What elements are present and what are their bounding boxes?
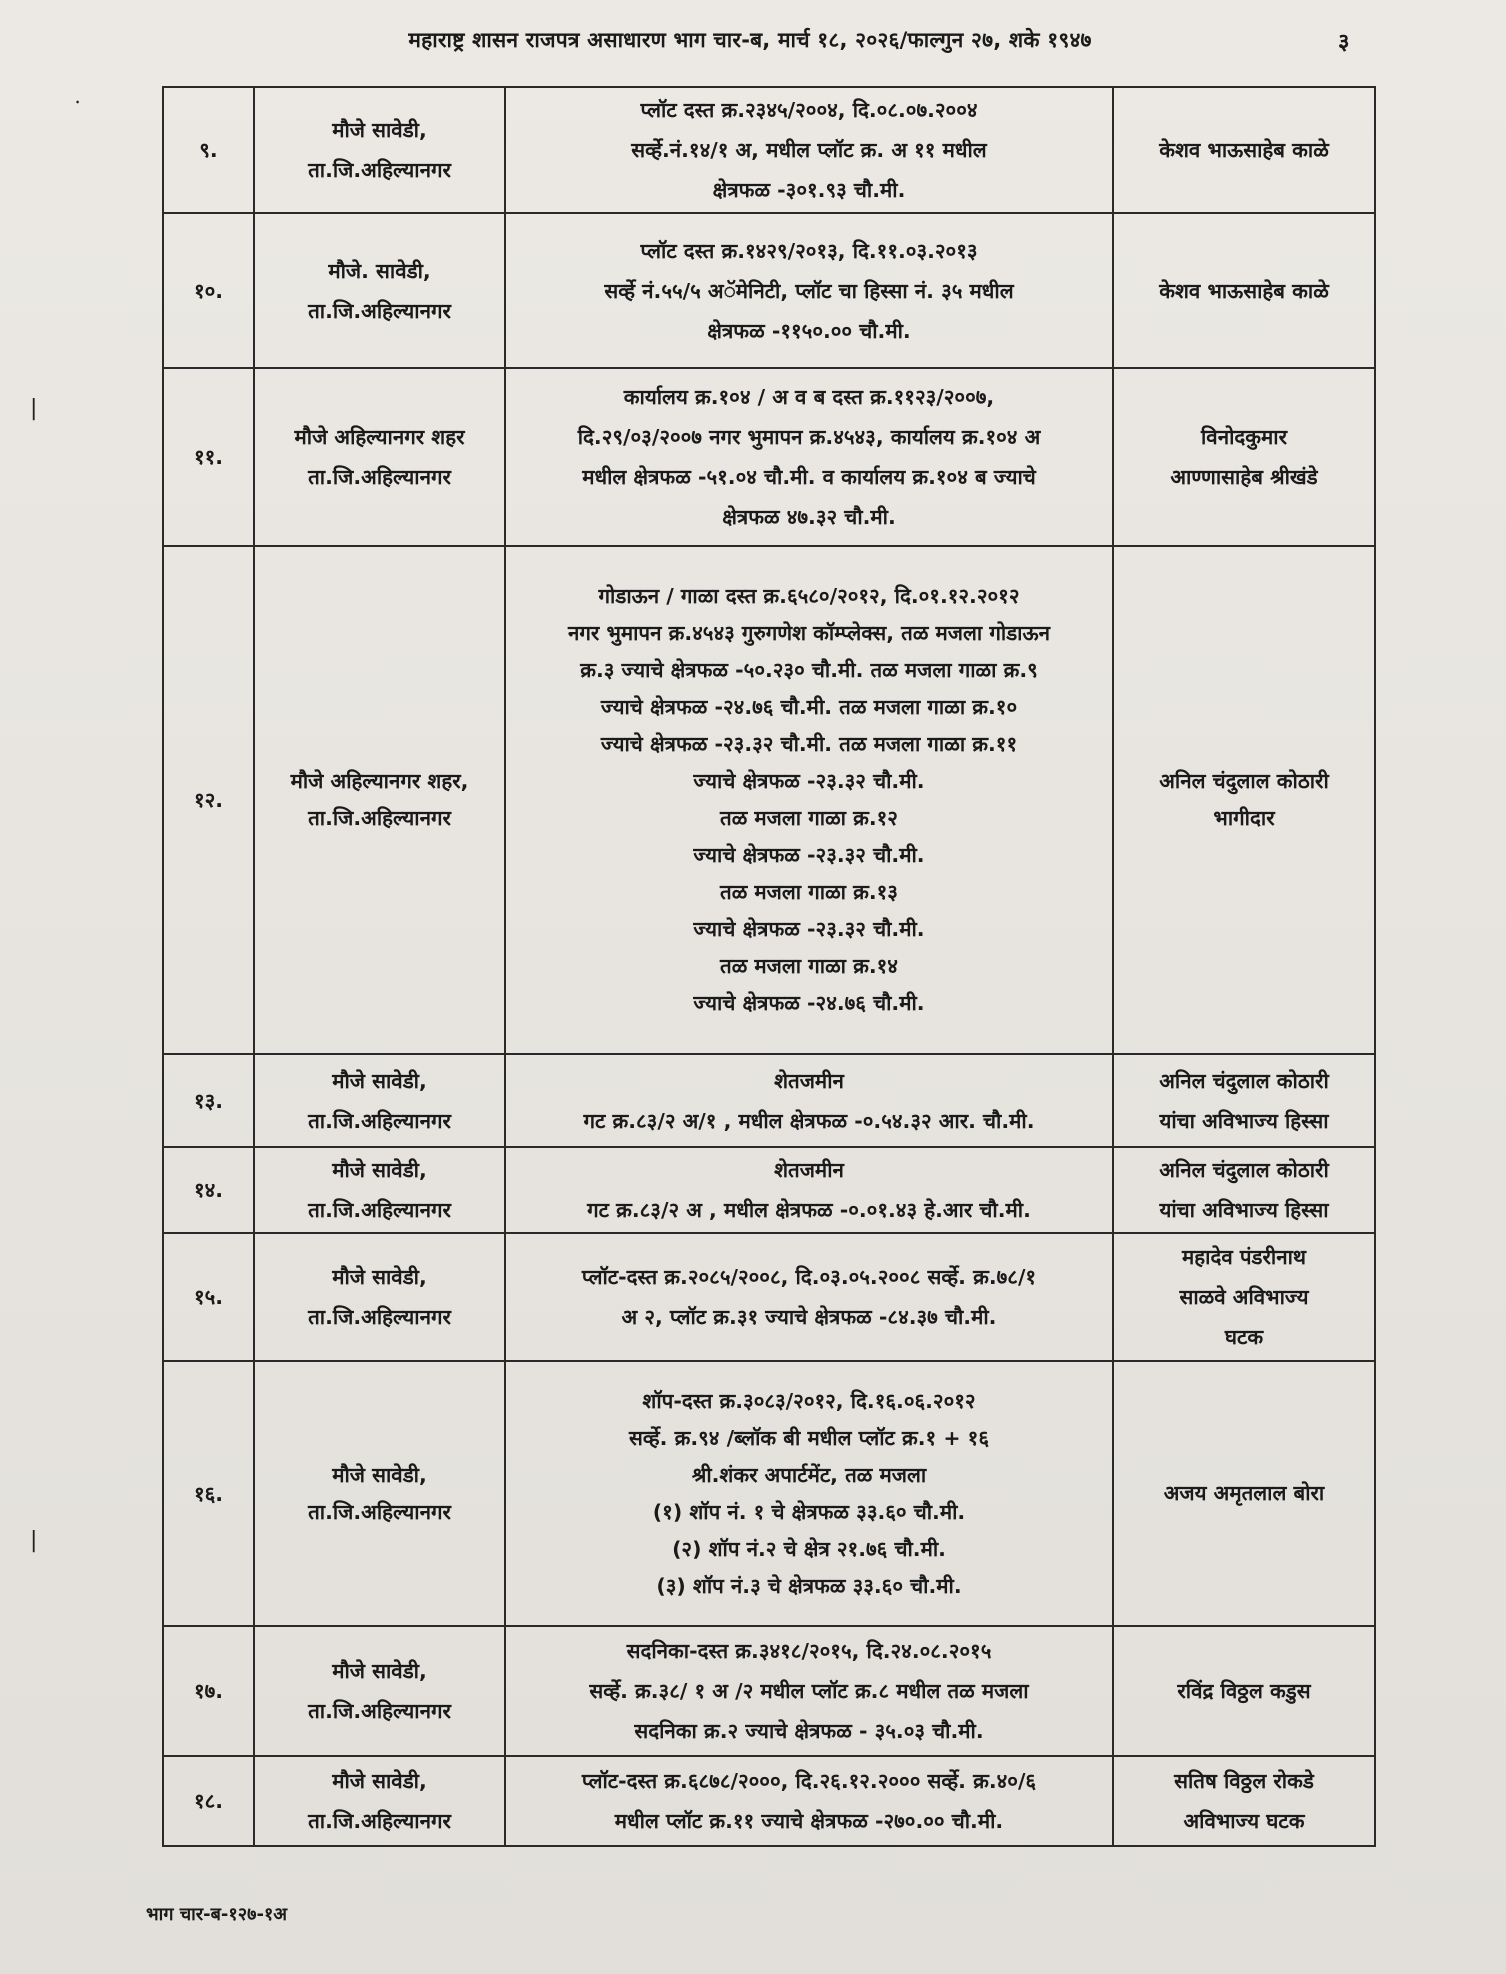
owner-cell xyxy=(1113,1626,1375,1756)
village-cell xyxy=(254,1147,505,1233)
owner-line: रविंद्र विठ्ठल कडुस xyxy=(1177,1679,1311,1703)
village-line: मौजे सावेडी, xyxy=(332,1769,427,1793)
description-line: सर्व्हे. क्र.३८/ १ अ /२ मधील प्लॉट क्र.८ मधील तळ मजला xyxy=(589,1679,1029,1703)
description-line: अ २, प्लॉट क्र.३१ ज्याचे क्षेत्रफळ -८४.३७ चौ.मी. xyxy=(621,1305,997,1329)
owner-cell xyxy=(1113,1361,1375,1626)
owner-cell xyxy=(1113,1147,1375,1233)
description-line: प्लॉट-दस्त क्र.२०८५/२००८, दि.०३.०५.२००८ सर्व्हे. क्र.७८/१ xyxy=(581,1265,1037,1289)
village-line: ता.जि.अहिल्यानगर xyxy=(308,298,451,323)
village-line: ता.जि.अहिल्यानगर xyxy=(308,1198,451,1222)
description-line: (१) शॉप नं. १ चे क्षेत्रफळ ३३.६० चौ.मी. xyxy=(652,1499,966,1524)
description-cell xyxy=(505,368,1113,546)
serial-number: ९. xyxy=(163,87,254,213)
serial-number: १२. xyxy=(163,546,254,1054)
description-line: श्री.शंकर अपार्टमेंट, तळ मजला xyxy=(691,1462,927,1487)
village-line: मौजे सावेडी, xyxy=(332,1265,427,1289)
description-line: क्षेत्रफळ ४७.३२ चौ.मी. xyxy=(722,505,896,529)
serial-number: १५. xyxy=(163,1233,254,1361)
description-cell xyxy=(505,1054,1113,1147)
village-cell xyxy=(254,1233,505,1361)
description-line: मधील क्षेत्रफळ -५१.०४ चौ.मी. व कार्यालय क्र.१०४ ब ज्याचे xyxy=(582,465,1036,489)
serial-number: १७. xyxy=(163,1626,254,1756)
description-line: सर्व्हे. क्र.९४ /ब्लॉक बी मधील प्लॉट क्र.१ + १६ xyxy=(629,1425,989,1450)
village-cell xyxy=(254,213,505,368)
table-row xyxy=(163,368,1375,546)
description-line: नगर भुमापन क्र.४५४३ गुरुगणेश कॉम्प्लेक्स, तळ मजला गोडाऊन xyxy=(568,621,1050,645)
village-cell xyxy=(254,1756,505,1846)
description-line: क्षेत्रफळ -३०१.९३ चौ.मी. xyxy=(712,178,906,202)
description-line: तळ मजला गाळा क्र.१३ xyxy=(720,880,898,904)
village-line: ता.जि.अहिल्यानगर xyxy=(308,1699,451,1723)
owner-line: यांचा अविभाज्य हिस्सा xyxy=(1159,1108,1329,1133)
village-cell xyxy=(254,546,505,1054)
description-line: सर्व्हे.नं.१४/१ अ, मधील प्लॉट क्र. अ ११ मधील xyxy=(631,138,987,162)
serial-number: १८. xyxy=(163,1756,254,1846)
description-line: क्षेत्रफळ -११५०.०० चौ.मी. xyxy=(707,318,911,343)
description-cell xyxy=(505,87,1113,213)
description-line: सदनिका-दस्त क्र.३४१८/२०१५, दि.२४.०८.२०१५ xyxy=(626,1639,992,1663)
description-cell xyxy=(505,1361,1113,1626)
description-line: ज्याचे क्षेत्रफळ -२४.७६ चौ.मी. xyxy=(693,991,925,1015)
table-row xyxy=(163,1233,1375,1361)
owner-line: भागीदार xyxy=(1213,806,1275,830)
village-cell xyxy=(254,368,505,546)
owner-cell xyxy=(1113,213,1375,368)
village-line: मौजे सावेडी, xyxy=(332,1158,427,1182)
description-cell xyxy=(505,1756,1113,1846)
description-line: प्लॉट दस्त क्र.२३४५/२००४, दि.०८.०७.२००४ xyxy=(640,98,978,122)
description-line: तळ मजला गाळा क्र.१२ xyxy=(720,806,898,830)
description-line: शेतजमीन xyxy=(774,1158,844,1182)
description-line: शॉप-दस्त क्र.३०८३/२०१२, दि.१६.०६.२०१२ xyxy=(642,1388,976,1413)
description-line: कार्यालय क्र.१०४ / अ व ब दस्त क्र.११२३/२००७, xyxy=(623,385,995,409)
description-cell xyxy=(505,213,1113,368)
serial-number: १०. xyxy=(163,213,254,368)
table-row xyxy=(163,87,1375,213)
serial-number: १६. xyxy=(163,1361,254,1626)
margin-mark: | xyxy=(30,396,38,421)
description-line: सर्व्हे नं.५५/५ अॅमेनिटी, प्लॉट चा हिस्सा नं. ३५ मधील xyxy=(604,278,1014,303)
description-cell xyxy=(505,1147,1113,1233)
description-line: ज्याचे क्षेत्रफळ -२३.३२ चौ.मी. तळ मजला गाळा क्र.११ xyxy=(600,732,1018,756)
margin-mark: ॱ xyxy=(74,96,81,121)
village-line: ता.जि.अहिल्यानगर xyxy=(308,1809,451,1833)
serial-number: १४. xyxy=(163,1147,254,1233)
village-line: ता.जि.अहिल्यानगर xyxy=(308,1499,451,1524)
village-line: ता.जि.अहिल्यानगर xyxy=(308,1108,451,1133)
owner-cell xyxy=(1113,546,1375,1054)
village-line: मौजे अहिल्यानगर शहर, xyxy=(290,769,469,793)
owner-line: घटक xyxy=(1224,1325,1264,1349)
serial-number: ११. xyxy=(163,368,254,546)
owner-line: अविभाज्य घटक xyxy=(1183,1809,1305,1833)
owner-line: अनिल चंदुलाल कोठारी xyxy=(1159,1158,1329,1182)
description-line: ज्याचे क्षेत्रफळ -२३.३२ चौ.मी. xyxy=(693,917,925,941)
owner-line: विनोदकुमार xyxy=(1201,425,1287,449)
village-line: ता.जि.अहिल्यानगर xyxy=(308,158,451,182)
table-row xyxy=(163,1361,1375,1626)
village-line: ता.जि.अहिल्यानगर xyxy=(308,465,451,489)
description-line: ज्याचे क्षेत्रफळ -२३.३२ चौ.मी. xyxy=(693,843,925,867)
village-line: मौजे सावेडी, xyxy=(332,1462,427,1487)
village-cell xyxy=(254,1626,505,1756)
owner-cell xyxy=(1113,368,1375,546)
village-line: ता.जि.अहिल्यानगर xyxy=(308,1305,451,1329)
description-cell xyxy=(505,546,1113,1054)
gazette-header: महाराष्ट्र शासन राजपत्र असाधारण भाग चार-ब, मार्च १८, २०२६/फाल्गुन २७, शके १९४७ xyxy=(408,28,1092,52)
description-line: ज्याचे क्षेत्रफळ -२३.३२ चौ.मी. xyxy=(693,769,925,793)
owner-line: महादेव पंडरीनाथ xyxy=(1182,1245,1306,1269)
owner-line: अनिल चंदुलाल कोठारी xyxy=(1159,1068,1329,1093)
description-cell xyxy=(505,1233,1113,1361)
owner-cell xyxy=(1113,1054,1375,1147)
table-row xyxy=(163,213,1375,368)
village-cell xyxy=(254,1361,505,1626)
village-line: मौजे सावेडी, xyxy=(332,1068,427,1093)
table-row xyxy=(163,546,1375,1054)
village-cell xyxy=(254,87,505,213)
village-cell xyxy=(254,1054,505,1147)
description-line: सदनिका क्र.२ ज्याचे क्षेत्रफळ - ३५.०३ चौ.मी. xyxy=(634,1719,984,1743)
description-line: क्र.३ ज्याचे क्षेत्रफळ -५०.२३० चौ.मी. तळ मजला गाळा क्र.९ xyxy=(580,658,1038,682)
description-line: गट क्र.८३/२ अ/१ , मधील क्षेत्रफळ -०.५४.३२ आर. चौ.मी. xyxy=(583,1108,1035,1133)
serial-number: १३. xyxy=(163,1054,254,1147)
owner-line: यांचा अविभाज्य हिस्सा xyxy=(1159,1198,1329,1222)
owner-line: सतिष विठ्ठल रोकडे xyxy=(1174,1769,1314,1793)
village-line: मौजे सावेडी, xyxy=(332,118,427,142)
description-line: शेतजमीन xyxy=(774,1068,844,1093)
page-number: ३ xyxy=(1338,30,1350,55)
owner-line: आण्णासाहेब श्रीखंडे xyxy=(1170,465,1318,489)
owner-cell xyxy=(1113,1756,1375,1846)
owner-line: केशव भाऊसाहेब काळे xyxy=(1159,278,1329,303)
page-footer: भाग चार-ब-१२७-१अ xyxy=(146,1904,288,1925)
description-line: (३) शॉप नं.३ चे क्षेत्रफळ ३३.६० चौ.मी. xyxy=(656,1573,962,1598)
description-line: गोडाऊन / गाळा दस्त क्र.६५८०/२०१२, दि.०१.१२.२०१२ xyxy=(598,584,1020,608)
table-row xyxy=(163,1054,1375,1147)
owner-line: साळवे अविभाज्य xyxy=(1179,1285,1309,1309)
village-line: मौजे अहिल्यानगर शहर xyxy=(294,425,465,449)
description-line: प्लॉट-दस्त क्र.६८७८/२०००, दि.२६.१२.२००० सर्व्हे. क्र.४०/६ xyxy=(581,1769,1037,1793)
table-row xyxy=(163,1626,1375,1756)
village-line: ता.जि.अहिल्यानगर xyxy=(308,806,451,830)
description-line: (२) शॉप नं.२ चे क्षेत्र २१.७६ चौ.मी. xyxy=(672,1536,946,1561)
table-row xyxy=(163,1147,1375,1233)
village-line: मौजे सावेडी, xyxy=(332,1659,427,1683)
owner-line: अनिल चंदुलाल कोठारी xyxy=(1159,769,1329,793)
margin-mark: | xyxy=(30,1528,38,1553)
description-line: दि.२९/०३/२००७ नगर भुमापन क्र.४५४३, कार्यालय क्र.१०४ अ xyxy=(577,425,1041,449)
owner-cell xyxy=(1113,87,1375,213)
village-line: मौजे. सावेडी, xyxy=(328,258,431,283)
description-line: ज्याचे क्षेत्रफळ -२४.७६ चौ.मी. तळ मजला गाळा क्र.१० xyxy=(600,695,1018,719)
description-line: तळ मजला गाळा क्र.१४ xyxy=(720,954,898,978)
property-table xyxy=(162,86,1376,1847)
owner-line: अजय अमृतलाल बोरा xyxy=(1163,1481,1325,1505)
description-cell xyxy=(505,1626,1113,1756)
owner-line: केशव भाऊसाहेब काळे xyxy=(1159,138,1329,162)
table-row xyxy=(163,1756,1375,1846)
owner-cell xyxy=(1113,1233,1375,1361)
description-line: प्लॉट दस्त क्र.१४२९/२०१३, दि.११.०३.२०१३ xyxy=(640,238,978,263)
description-line: मधील प्लॉट क्र.११ ज्याचे क्षेत्रफळ -२७०.०० चौ.मी. xyxy=(614,1809,1004,1833)
description-line: गट क्र.८३/२ अ , मधील क्षेत्रफळ -०.०१.४३ हे.आर चौ.मी. xyxy=(587,1198,1031,1222)
